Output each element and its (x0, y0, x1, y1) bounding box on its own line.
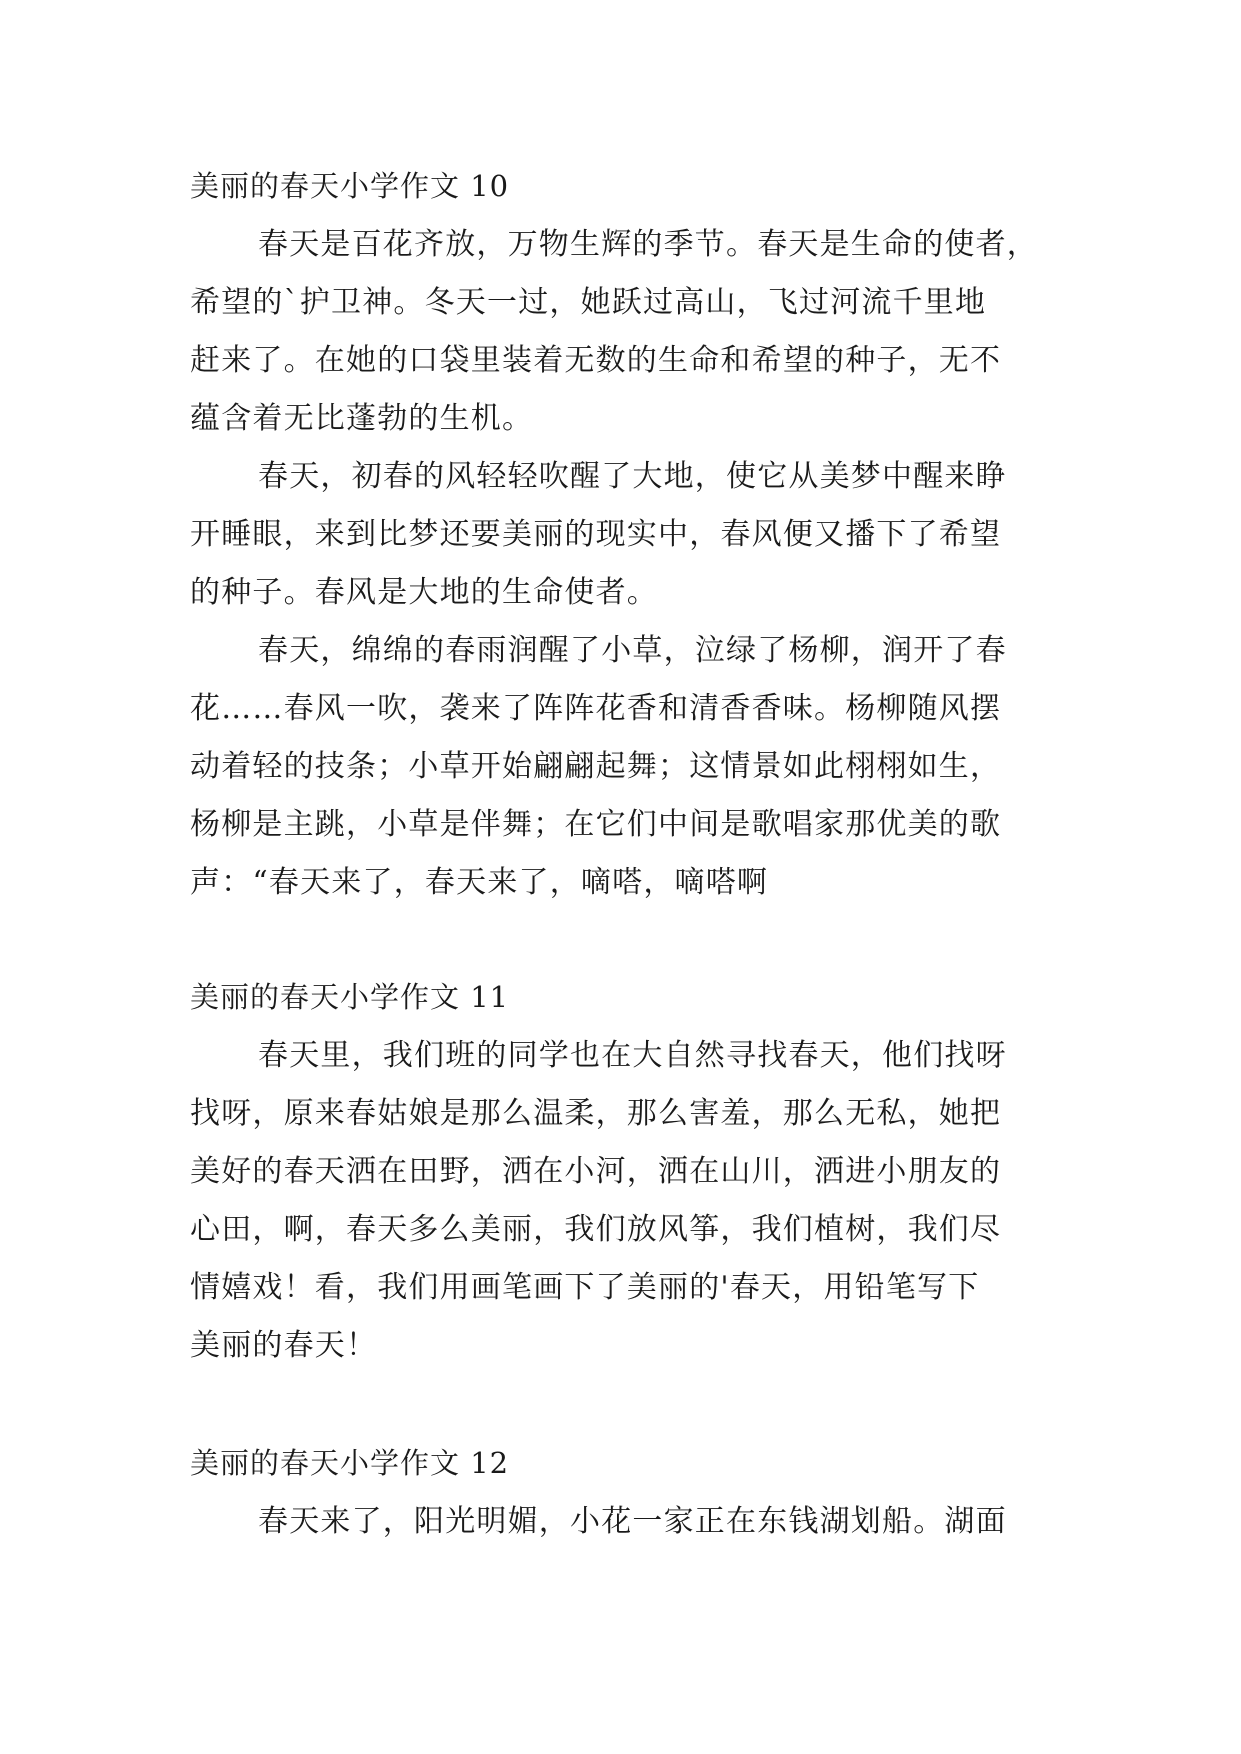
section-heading: 美丽的春天小学作文 10 (190, 169, 510, 203)
paragraph-line: 美丽的春天！ (190, 1328, 378, 1363)
paragraph-line: 春天，初春的风轻轻吹醒了大地，使它从美梦中醒来睁 (258, 459, 1007, 494)
paragraph-line: 春天，绵绵的春雨润醒了小草，泣绿了杨柳，润开了春 (258, 633, 1007, 668)
paragraph-line: 开睡眼，来到比梦还要美丽的现实中，春风便又播下了希望 (190, 517, 1002, 552)
paragraph-line: 情嬉戏！看，我们用画笔画下了美丽的'春天，用铅笔写下 (190, 1270, 980, 1305)
paragraph-line: 美好的春天洒在田野，洒在小河，洒在山川，洒进小朋友的 (190, 1154, 1002, 1189)
paragraph-line: 心田，啊，春天多么美丽，我们放风筝，我们植树，我们尽 (190, 1212, 1002, 1247)
paragraph-line: 花……春风一吹，袭来了阵阵花香和清香香味。杨柳随风摆 (190, 691, 1002, 726)
essay-section-11 (190, 977, 1058, 1017)
essay-body-12 (190, 1493, 1058, 1551)
paragraph-line: 找呀，原来春姑娘是那么温柔，那么害羞，那么无私，她把 (190, 1096, 1002, 1131)
essay-body-11 (190, 1027, 1058, 1375)
paragraph-line: 希望的`护卫神。冬天一过，她跃过高山，飞过河流千里地 (190, 285, 987, 320)
paragraph-line: 的种子。春风是大地的生命使者。 (190, 575, 658, 610)
paragraph-line: 蕴含着无比蓬勃的生机。 (190, 401, 534, 436)
section-heading: 美丽的春天小学作文 12 (190, 1446, 510, 1480)
essay-body-10 (190, 216, 1058, 912)
paragraph-line: 春天里，我们班的同学也在大自然寻找春天，他们找呀 (258, 1038, 1007, 1073)
paragraph-line: 春天来了，阳光明媚，小花一家正在东钱湖划船。湖面 (258, 1504, 1007, 1539)
paragraph-line: 动着轻的技条；小草开始翩翩起舞；这情景如此栩栩如生， (190, 749, 1002, 784)
section-heading: 美丽的春天小学作文 11 (190, 980, 510, 1014)
paragraph-line: 杨柳是主跳，小草是伴舞；在它们中间是歌唱家那优美的歌 (190, 807, 1002, 842)
essay-section-10 (190, 166, 1058, 206)
essay-section-12 (190, 1443, 1058, 1483)
paragraph-line: 春天是百花齐放，万物生辉的季节。春天是生命的使者， (258, 227, 1038, 262)
paragraph-line: 赶来了。在她的口袋里装着无数的生命和希望的种子，无不 (190, 343, 1002, 378)
paragraph-line: 声：“春天来了，春天来了，嘀嗒，嘀嗒啊 (190, 865, 769, 900)
